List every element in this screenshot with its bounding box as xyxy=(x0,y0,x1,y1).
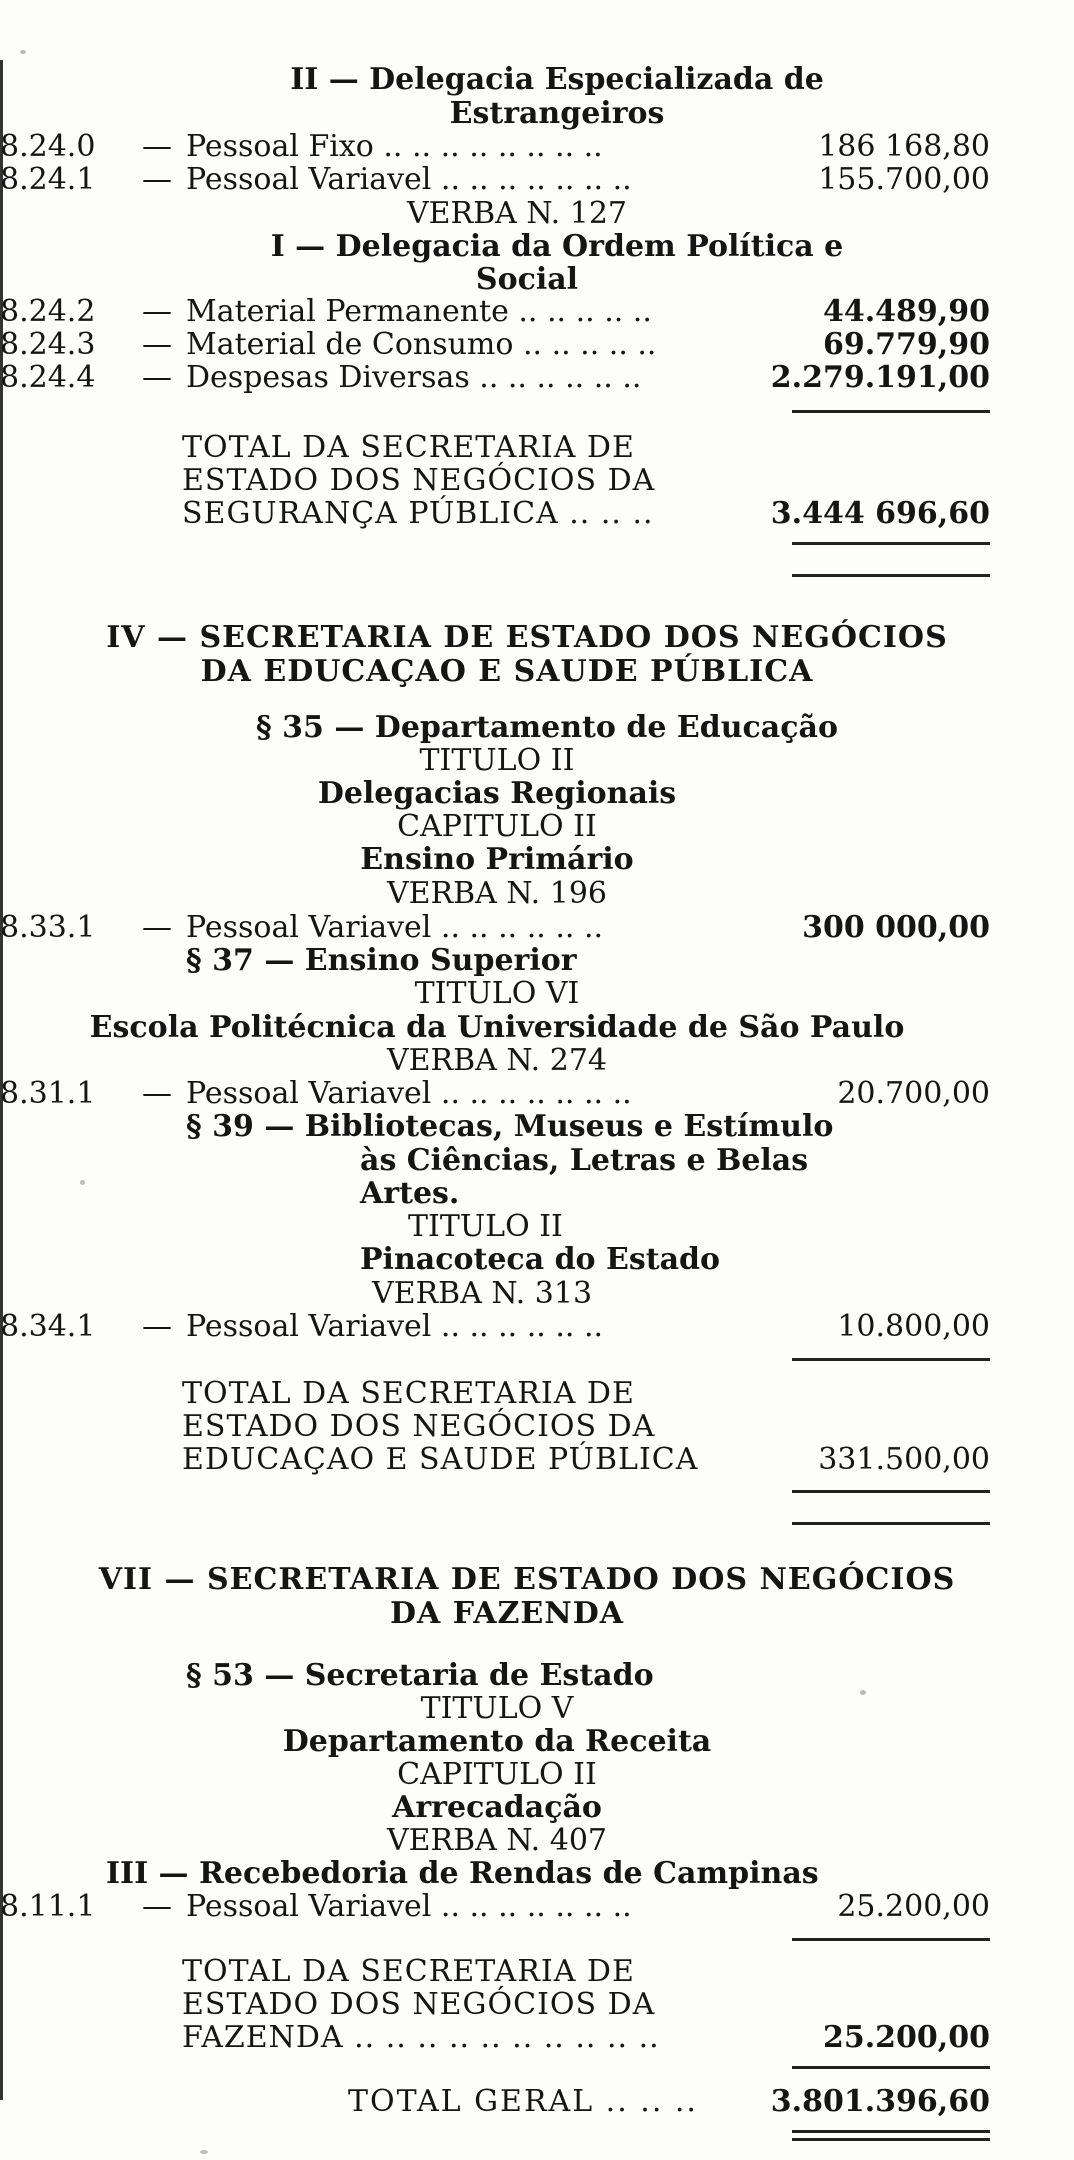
verba-313: VERBA N. 313 xyxy=(372,1276,593,1311)
arrecadacao: Arrecadação xyxy=(392,1790,602,1825)
item-code: 8.11.1 xyxy=(0,1889,96,1924)
item-dash: — xyxy=(142,1076,172,1111)
table-row xyxy=(0,910,1074,946)
pinacoteca-do-estado: Pinacoteca do Estado xyxy=(360,1242,721,1277)
total-label: ESTADO DOS NEGÓCIOS DA xyxy=(182,463,656,498)
double-rule-bottom xyxy=(792,574,990,577)
item-amount: 186 168,80 xyxy=(818,129,990,164)
total-label-line xyxy=(0,430,1074,466)
item-amount: 10.800,00 xyxy=(837,1309,990,1344)
total-amount: 3.444 696,60 xyxy=(770,496,990,531)
heading-delegacia-ordem: I — Delegacia da Ordem Política e xyxy=(270,229,844,264)
paragraph-53: § 53 — Secretaria de Estado xyxy=(186,1658,654,1693)
total-label-line xyxy=(0,1409,1074,1445)
paragraph-39: § 39 — Bibliotecas, Museus e Estímulo xyxy=(186,1109,834,1144)
verba-313-line xyxy=(0,1276,1074,1312)
item-description: Pessoal Fixo .. .. .. .. .. .. .. .. xyxy=(186,129,603,164)
double-rule-top xyxy=(792,1490,990,1493)
item-code: 8.33.1 xyxy=(0,910,96,945)
paragraph-35: § 35 — Departamento de Educação xyxy=(256,710,838,745)
double-rule-bottom xyxy=(792,2138,990,2141)
total-amount: 331.500,00 xyxy=(818,1442,990,1477)
item-amount: 155.700,00 xyxy=(818,162,990,197)
double-rule-top xyxy=(792,542,990,545)
section-vii-heading-cont: DA FAZENDA xyxy=(389,1596,625,1631)
total-label: TOTAL DA SECRETARIA DE xyxy=(182,1954,635,1989)
heading-iii-line xyxy=(0,1856,1074,1892)
total-rule xyxy=(792,2066,990,2069)
total-label: SEGURANÇA PÚBLICA .. .. .. xyxy=(182,496,654,531)
paragraph-39-line-3 xyxy=(0,1176,1074,1212)
escola-politecnica: Escola Politécnica da Universidade de São Paulo xyxy=(89,1010,905,1045)
scan-speck xyxy=(860,1690,866,1695)
item-dash: — xyxy=(142,360,172,395)
heading-recebedoria: III — Recebedoria de Rendas de Campinas xyxy=(106,1856,819,1891)
total-label: ESTADO DOS NEGÓCIOS DA xyxy=(182,1409,656,1444)
delegacias-regionais: Delegacias Regionais xyxy=(317,776,677,811)
table-row xyxy=(0,129,1074,165)
total-label-line xyxy=(0,1954,1074,1990)
item-description: Pessoal Variavel .. .. .. .. .. .. xyxy=(186,1309,604,1344)
total-geral-amount: 3.801.396,60 xyxy=(770,2084,990,2119)
heading-delegacia-ordem-cont: Social xyxy=(475,262,579,297)
scan-speck xyxy=(20,50,26,54)
paragraph-37-line xyxy=(0,943,1074,979)
item-description: Pessoal Variavel .. .. .. .. .. .. .. xyxy=(186,1889,632,1924)
item-amount: 25.200,00 xyxy=(837,1889,990,1924)
item-code: 8.24.3 xyxy=(0,327,96,362)
item-description: Pessoal Variavel .. .. .. .. .. .. .. xyxy=(186,162,632,197)
table-row xyxy=(0,360,1074,396)
heading-delegacia-estrangeiros-cont: Estrangeiros xyxy=(449,96,665,131)
item-amount: 300 000,00 xyxy=(802,910,990,945)
total-label-line xyxy=(0,463,1074,499)
total-line xyxy=(0,1442,1074,1478)
item-code: 8.24.0 xyxy=(0,129,96,164)
paragraph-39-cont: às Ciências, Letras e Belas xyxy=(360,1143,809,1178)
item-dash: — xyxy=(142,910,172,945)
item-amount: 69.779,90 xyxy=(822,327,990,362)
item-description: Material de Consumo .. .. .. .. .. xyxy=(186,327,657,362)
double-rule-top xyxy=(792,2130,990,2133)
ensino-primario: Ensino Primário xyxy=(360,842,634,877)
total-label: TOTAL DA SECRETARIA DE xyxy=(182,1376,635,1411)
table-row xyxy=(0,1889,1074,1925)
item-dash: — xyxy=(142,327,172,362)
total-rule xyxy=(792,410,990,413)
table-row xyxy=(0,1309,1074,1345)
pinacoteca-line xyxy=(0,1242,1074,1278)
verba-127: VERBA N. 127 xyxy=(406,196,628,231)
total-label: EDUCAÇAO E SAUDE PÚBLICA xyxy=(182,1442,699,1477)
item-code: 8.31.1 xyxy=(0,1076,96,1111)
titulo-ii: TITULO II xyxy=(419,743,575,778)
item-dash: — xyxy=(142,294,172,329)
item-description: Pessoal Variavel .. .. .. .. .. .. .. xyxy=(186,1076,632,1111)
item-code: 8.24.1 xyxy=(0,162,96,197)
item-description: Material Permanente .. .. .. .. .. xyxy=(186,294,652,329)
verba-196: VERBA N. 196 xyxy=(386,876,608,911)
heading-delegacia-estrangeiros: II — Delegacia Especializada de xyxy=(290,62,824,97)
titulo-v: TITULO V xyxy=(420,1691,574,1726)
total-geral-line xyxy=(0,2084,1074,2120)
verba-274: VERBA N. 274 xyxy=(386,1043,608,1078)
item-dash: — xyxy=(142,162,172,197)
item-amount: 2.279.191,00 xyxy=(770,360,990,395)
item-amount: 20.700,00 xyxy=(837,1076,990,1111)
paragraph-39-line xyxy=(0,1109,1074,1145)
section-iv-heading: IV — SECRETARIA DE ESTADO DOS NEGÓCIOS xyxy=(106,620,948,655)
item-dash: — xyxy=(142,1889,172,1924)
titulo-ii-b-line xyxy=(0,1209,1074,1245)
item-dash: — xyxy=(142,129,172,164)
total-amount: 25.200,00 xyxy=(822,2020,990,2055)
total-rule xyxy=(792,1358,990,1361)
total-line xyxy=(0,2020,1074,2056)
item-amount: 44.489,90 xyxy=(822,294,990,329)
section-vii-heading: VII — SECRETARIA DE ESTADO DOS NEGÓCIOS xyxy=(98,1562,956,1597)
paragraph-39-line-2 xyxy=(0,1143,1074,1179)
verba-407: VERBA N. 407 xyxy=(386,1823,608,1858)
total-label: FAZENDA .. .. .. .. .. .. .. .. .. .. xyxy=(182,2020,660,2055)
item-code: 8.34.1 xyxy=(0,1309,96,1344)
total-label-line xyxy=(0,1987,1074,2023)
paragraph-39-cont-2: Artes. xyxy=(360,1176,460,1211)
capitulo-ii-b: CAPITULO II xyxy=(397,1757,597,1792)
paragraph-53-line xyxy=(0,1658,1074,1694)
total-label-line xyxy=(0,1376,1074,1412)
total-geral-label: TOTAL GERAL .. .. .. xyxy=(348,2084,698,2119)
scan-speck xyxy=(80,1180,85,1185)
table-row xyxy=(0,162,1074,198)
scan-speck xyxy=(200,2150,208,2154)
departamento-receita: Departamento da Receita xyxy=(282,1724,712,1759)
total-rule xyxy=(792,1938,990,1941)
table-row xyxy=(0,294,1074,330)
total-line xyxy=(0,496,1074,532)
table-row xyxy=(0,327,1074,363)
total-label: ESTADO DOS NEGÓCIOS DA xyxy=(182,1987,656,2022)
item-code: 8.24.4 xyxy=(0,360,96,395)
item-dash: — xyxy=(142,1309,172,1344)
section-iv-heading-cont: DA EDUCAÇAO E SAUDE PÚBLICA xyxy=(200,654,814,689)
paragraph-37: § 37 — Ensino Superior xyxy=(186,943,577,978)
total-label: TOTAL DA SECRETARIA DE xyxy=(182,430,635,465)
item-description: Pessoal Variavel .. .. .. .. .. .. xyxy=(186,910,604,945)
double-rule-bottom xyxy=(792,1522,990,1525)
titulo-vi: TITULO VI xyxy=(414,976,580,1011)
table-row xyxy=(0,1076,1074,1112)
item-code: 8.24.2 xyxy=(0,294,96,329)
titulo-ii-b: TITULO II xyxy=(408,1209,563,1244)
item-description: Despesas Diversas .. .. .. .. .. .. xyxy=(186,360,642,395)
capitulo-ii: CAPITULO II xyxy=(397,809,597,844)
